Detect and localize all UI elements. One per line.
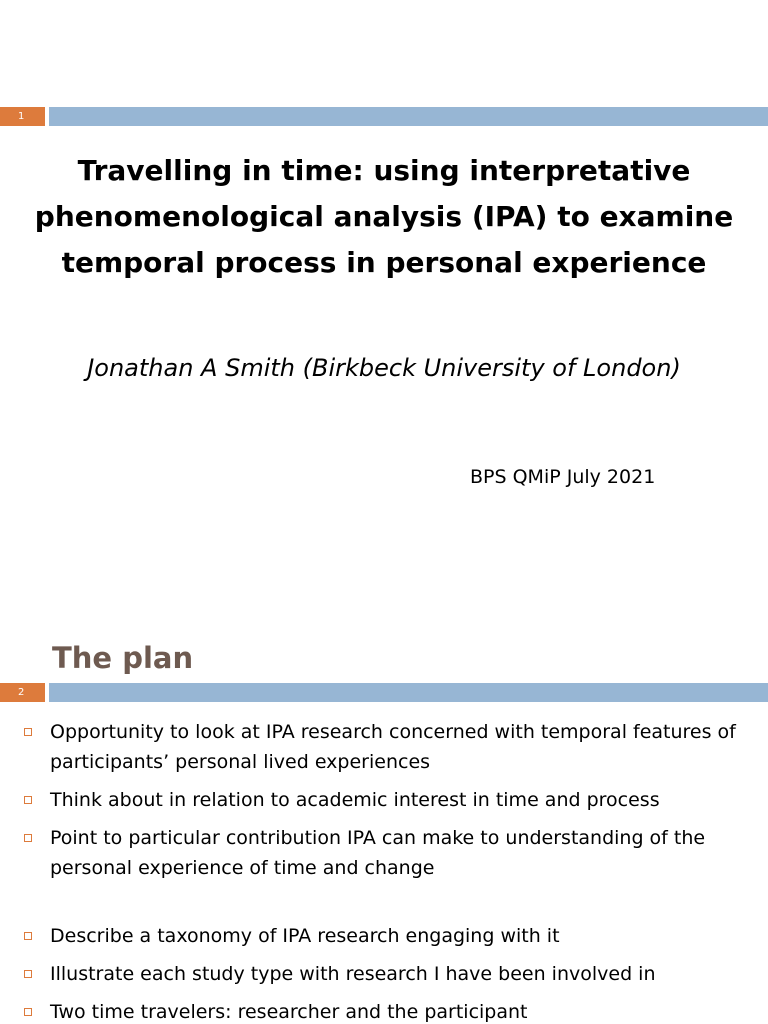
- list-item: Opportunity to look at IPA research concerned with temporal features of participants’ personal lived experiences: [0, 717, 768, 777]
- list-item: Think about in relation to academic interest in time and process: [0, 785, 768, 815]
- list-item: Two time travelers: researcher and the participant: [0, 997, 768, 1024]
- square-bullet-icon: [24, 970, 32, 978]
- slide-number: 1: [0, 107, 45, 126]
- square-bullet-icon: [24, 728, 32, 736]
- slide-title: Travelling in time: using interpretative phenomenological analysis (IPA) to examine temporal process in personal experience: [34, 154, 734, 279]
- slide-header-bar: [0, 683, 768, 702]
- square-bullet-icon: [24, 1008, 32, 1016]
- slide-number: 2: [0, 683, 45, 702]
- slide-2: [0, 620, 768, 1024]
- list-item: Describe a taxonomy of IPA research engaging with it: [0, 921, 768, 951]
- list-item: Illustrate each study type with research I have been involved in: [0, 959, 768, 989]
- list-item: Point to particular contribution IPA can make to understanding of the personal experience of time and change: [0, 823, 768, 883]
- slide-header-bar: [0, 107, 768, 126]
- header-strip: [49, 107, 768, 126]
- square-bullet-icon: [24, 796, 32, 804]
- slide-title: The plan: [52, 641, 194, 675]
- author-line: Jonathan A Smith (Birkbeck University of London): [87, 354, 681, 382]
- square-bullet-icon: [24, 834, 32, 842]
- bullet-list: [0, 717, 768, 1024]
- event-label: BPS QMiP July 2021: [470, 466, 656, 488]
- square-bullet-icon: [24, 932, 32, 940]
- header-strip: [49, 683, 768, 702]
